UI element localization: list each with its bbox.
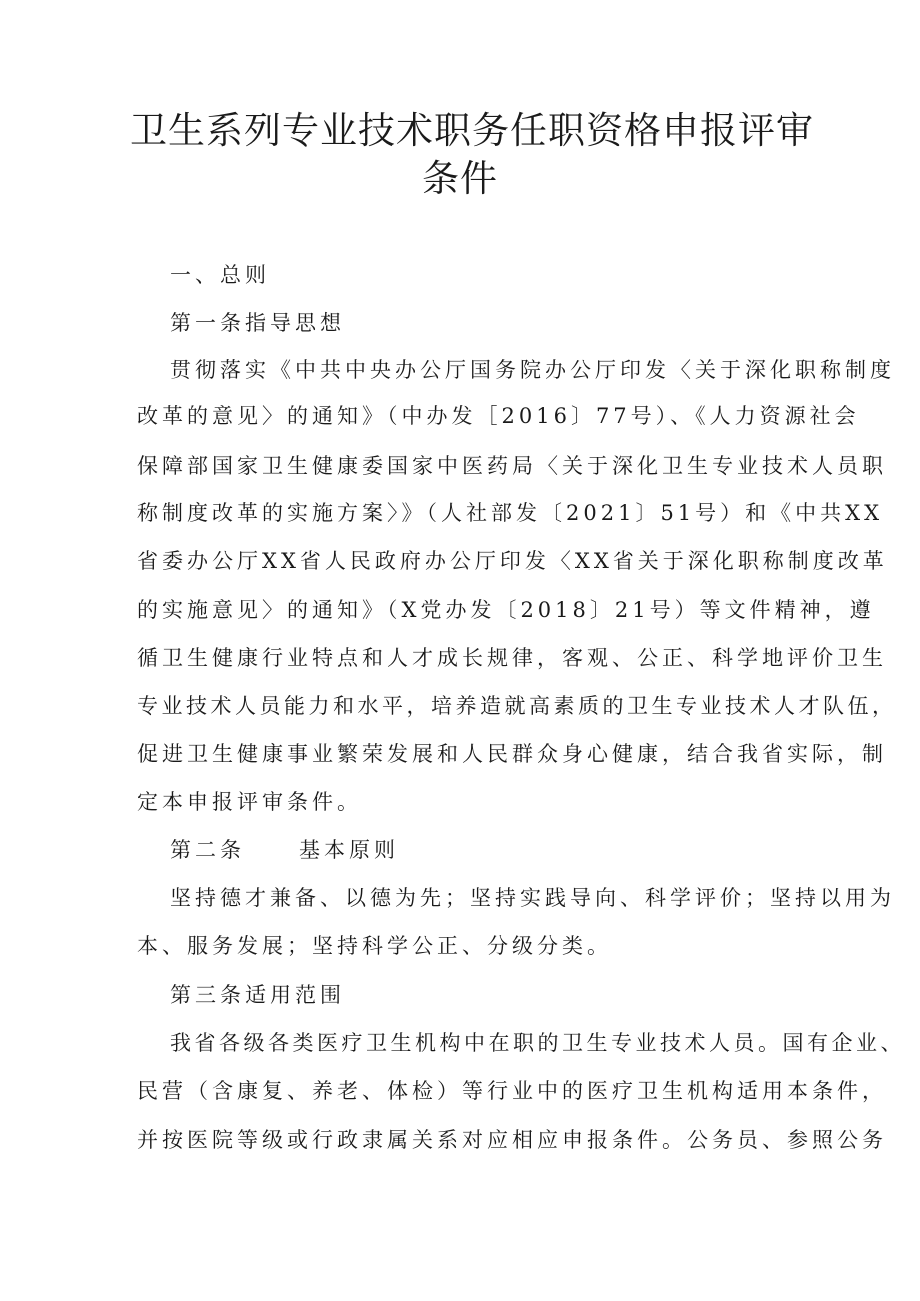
article-1-line-6: 的实施意见〉的通知》（X党办发〔2018〕21号）等文件精神，遵 bbox=[137, 598, 875, 622]
article-1-line-7: 循卫生健康行业特点和人才成长规律，客观、公正、科学地评价卫生 bbox=[137, 646, 887, 670]
article-2-heading bbox=[170, 840, 399, 861]
article-1-line-8: 专业技术人员能力和水平，培养造就高素质的卫生专业技术人才队伍， bbox=[137, 694, 897, 718]
article-3-heading: 第三条适用范围 bbox=[170, 983, 345, 1007]
article-3-line-1: 我省各级各类医疗卫生机构中在职的卫生专业技术人员。国有企业、 bbox=[170, 1031, 905, 1055]
article-2-heading-title: 基本原则 bbox=[299, 838, 399, 862]
article-1-line-2: 改革的意见〉的通知》（中办发［2016〕77号）、《人力资源社会 bbox=[137, 404, 860, 428]
section-heading: 一、总则 bbox=[170, 263, 270, 287]
article-3-line-3: 并按医院等级或行政隶属关系对应相应申报条件。公务员、参照公务 bbox=[137, 1128, 887, 1152]
article-1-line-1: 贯彻落实《中共中央办公厅国务院办公厅印发〈关于深化职称制度 bbox=[170, 358, 895, 382]
article-2-line-2: 本、服务发展；坚持科学公正、分级分类。 bbox=[137, 934, 612, 958]
document-title-line-1: 卫生系列专业技术职务任职资格申报评审 bbox=[130, 109, 814, 152]
article-1-line-3: 保障部国家卫生健康委国家中医药局〈关于深化卫生专业技术人员职 bbox=[137, 454, 887, 478]
article-1-line-5: 省委办公厅XX省人民政府办公厅印发〈XX省关于深化职称制度改革 bbox=[137, 549, 888, 573]
document-title-line-2: 条件 bbox=[422, 157, 498, 200]
article-1-line-4: 称制度改革的实施方案〉》（人社部发〔2021〕51号）和《中共XX bbox=[137, 501, 884, 525]
article-2-line-1: 坚持德才兼备、以德为先；坚持实践导向、科学评价；坚持以用为 bbox=[170, 886, 895, 910]
article-1-heading: 第一条指导思想 bbox=[170, 311, 345, 335]
article-3-line-2: 民营（含康复、养老、体检）等行业中的医疗卫生机构适用本条件， bbox=[137, 1079, 887, 1103]
article-1-line-10: 定本申报评审条件。 bbox=[137, 790, 362, 814]
article-1-line-9: 促进卫生健康事业繁荣发展和人民群众身心健康，结合我省实际，制 bbox=[137, 742, 887, 766]
article-2-heading-prefix: 第二条 bbox=[170, 838, 245, 862]
